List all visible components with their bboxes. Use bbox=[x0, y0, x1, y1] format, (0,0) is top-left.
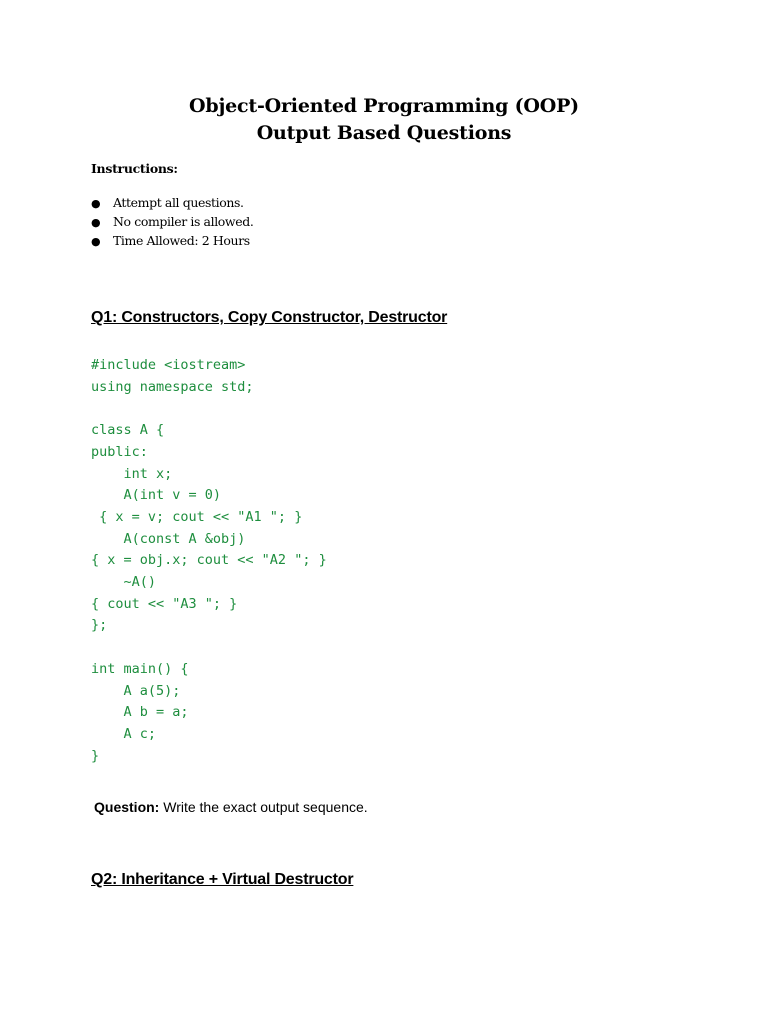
code-line: #include <iostream> bbox=[91, 357, 246, 373]
code-line: class A { bbox=[91, 422, 165, 439]
code-line: public: bbox=[91, 443, 148, 460]
code-line: A(int v = 0) bbox=[91, 487, 222, 504]
code-line: ~A() bbox=[91, 574, 157, 591]
document-subtitle: Output Based Questions bbox=[256, 122, 512, 144]
code-line: int main() { bbox=[91, 660, 189, 677]
q1-heading: Q1: Constructors, Copy Constructor, Destructor bbox=[91, 309, 448, 326]
instruction-item bbox=[91, 193, 253, 212]
code-line: A(const A &obj) bbox=[91, 530, 246, 547]
code-line: int x; bbox=[91, 465, 173, 482]
document-title: Object-Oriented Programming (OOP) bbox=[189, 95, 579, 117]
code-line: { x = v; cout << "A1 "; } bbox=[91, 508, 303, 525]
code-line: { cout << "A3 "; } bbox=[91, 595, 238, 612]
instruction-item bbox=[91, 231, 253, 250]
code-line: }; bbox=[91, 617, 108, 634]
question-label: Question: bbox=[94, 799, 160, 815]
question-text: Write the exact output sequence. bbox=[163, 799, 368, 815]
code-line: A b = a; bbox=[91, 704, 189, 721]
bullet-icon: ● bbox=[91, 235, 101, 248]
instructions-list bbox=[91, 193, 253, 250]
instruction-text: No compiler is allowed. bbox=[113, 214, 254, 229]
code-line: { x = obj.x; cout << "A2 "; } bbox=[91, 552, 327, 569]
bullet-icon: ● bbox=[91, 216, 101, 229]
instructions-label: Instructions: bbox=[91, 161, 178, 176]
q1-code-block bbox=[91, 355, 327, 767]
q2-heading: Q2: Inheritance + Virtual Destructor bbox=[91, 871, 354, 888]
code-line: using namespace std; bbox=[91, 378, 254, 395]
code-line: } bbox=[91, 747, 100, 764]
code-line: A c; bbox=[91, 725, 157, 742]
instruction-text: Time Allowed: 2 Hours bbox=[113, 233, 250, 248]
bullet-icon: ● bbox=[91, 197, 101, 210]
q1-question bbox=[94, 799, 368, 815]
instruction-item bbox=[91, 212, 253, 231]
instruction-text: Attempt all questions. bbox=[113, 195, 244, 210]
code-line: A a(5); bbox=[91, 682, 181, 699]
